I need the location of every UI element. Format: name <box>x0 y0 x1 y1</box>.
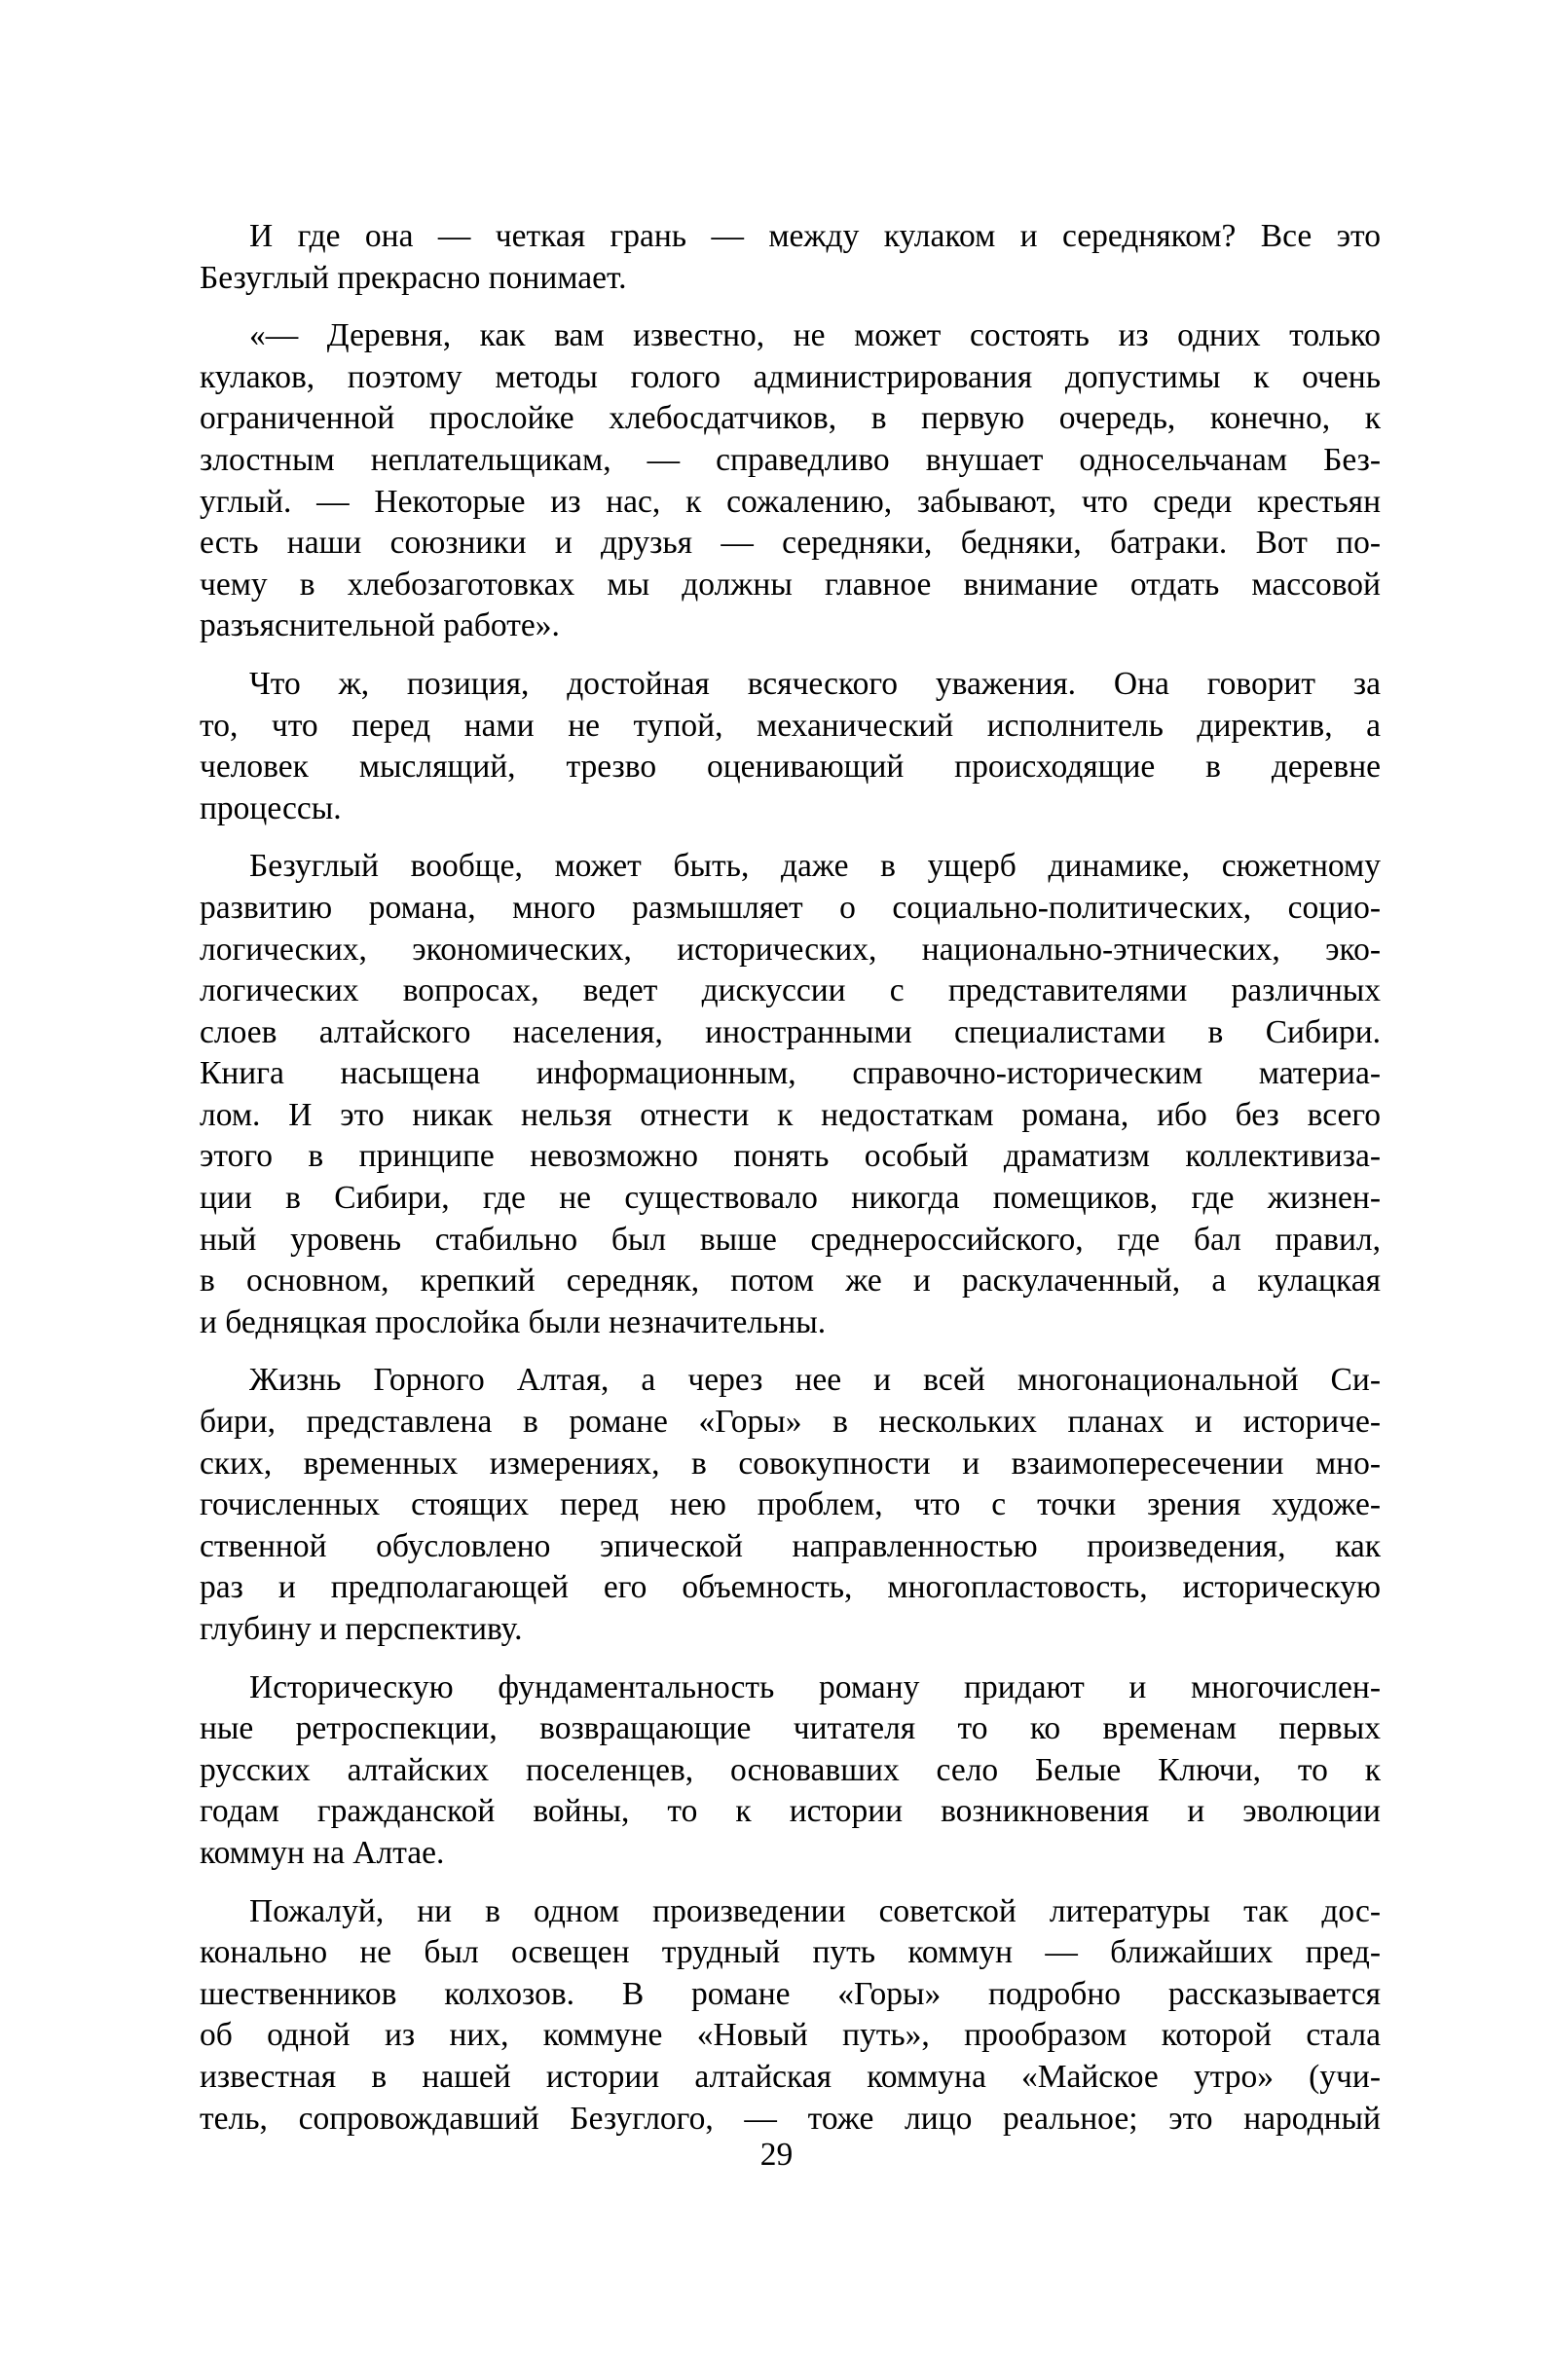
text-line: логических вопросах, ведет дискуссии с представителями различных <box>200 972 1381 1009</box>
paragraph-1 <box>200 216 1381 299</box>
text-line: коммун на Алтае. <box>200 1834 445 1871</box>
text-line: ских, временных измерениях, в совокупности и взаимопересечении мно- <box>200 1445 1381 1482</box>
text-line: ограниченной прослойке хлебосдатчиков, в первую очередь, конечно, к <box>200 400 1381 437</box>
text-line: чему в хлебозаготовках мы должны главное внимание отдать массовой <box>200 566 1381 603</box>
text-line: Безуглый прекрасно понимает. <box>200 259 627 296</box>
text-line: в основном, крепкий середняк, потом же и раскулаченный, а кулацкая <box>200 1263 1381 1300</box>
page-number: 29 <box>759 2137 794 2173</box>
text-line: Жизнь Горного Алтая, а через нее и всей многонациональной Си- <box>249 1362 1381 1399</box>
paragraph-2 <box>200 315 1381 647</box>
paragraph-6 <box>200 1667 1381 1875</box>
text-line: Историческую фундаментальность роману придают и многочислен- <box>249 1668 1381 1705</box>
text-line: годам гражданской войны, то к истории возникновения и эволюции <box>200 1793 1381 1830</box>
text-line: и бедняцкая прослойка были незначительны. <box>200 1303 827 1340</box>
text-line: шественников колхозов. В романе «Горы» подробно рассказывается <box>200 1975 1381 2012</box>
text-line: углый. — Некоторые из нас, к сожалению, забывают, что среди крестьян <box>200 483 1381 520</box>
text-line: «— Деревня, как вам известно, не может состоять из одних только <box>249 317 1381 354</box>
text-line: Безуглый вообще, может быть, даже в ущерб динамике, сюжетному <box>249 848 1381 885</box>
body-text <box>200 216 1381 2156</box>
text-line: тель, сопровождавший Безуглого, — тоже лицо реальное; это народный <box>200 2100 1381 2137</box>
text-line: об одной из них, коммуне «Новый путь», прообразом которой стала <box>200 2017 1381 2054</box>
text-line: известная в нашей истории алтайская коммуна «Майское утро» (учи- <box>200 2058 1381 2095</box>
text-line: Что ж, позиция, достойная всяческого уважения. Она говорит за <box>249 665 1381 702</box>
text-line: ные ретроспекции, возвращающие читателя то ко временам первых <box>200 1710 1381 1747</box>
text-line: бири, представлена в романе «Горы» в нескольких планах и историче- <box>200 1404 1381 1441</box>
text-line: Книга насыщена информационным, справочно-историческим материа- <box>200 1055 1381 1092</box>
text-line: лом. И это никак нельзя отнести к недостаткам романа, ибо без всего <box>200 1096 1381 1133</box>
text-line: процессы. <box>200 789 342 826</box>
text-line: то, что перед нами не тупой, механический исполнитель директив, а <box>200 707 1381 744</box>
text-line: логических, экономических, исторических, национально-этнических, эко- <box>200 931 1381 968</box>
text-line: ственной обусловлено эпической направленностью произведения, как <box>200 1527 1381 1564</box>
text-line: русских алтайских поселенцев, основавших село Белые Ключи, то к <box>200 1751 1381 1788</box>
paragraph-4 <box>200 846 1381 1343</box>
text-line: развитию романа, много размышляет о социально-политических, социо- <box>200 889 1381 926</box>
paragraph-5 <box>200 1360 1381 1650</box>
text-line: этого в принципе невозможно понять особый драматизм коллективиза- <box>200 1138 1381 1175</box>
text-line: гочисленных стоящих перед нею проблем, что с точки зрения художе- <box>200 1486 1381 1523</box>
text-line: слоев алтайского населения, иностранными специалистами в Сибири. <box>200 1013 1381 1050</box>
text-line: кулаков, поэтому методы голого администрирования допустимы к очень <box>200 358 1381 395</box>
text-line: есть наши союзники и друзья — середняки, бедняки, батраки. Вот по- <box>200 525 1381 562</box>
text-line: человек мыслящий, трезво оценивающий происходящие в деревне <box>200 749 1381 786</box>
paragraph-7 <box>200 1891 1381 2141</box>
paragraph-3 <box>200 664 1381 829</box>
text-line: глубину и перспективу. <box>200 1611 523 1647</box>
text-line: разъяснительной работе». <box>200 607 560 644</box>
text-line: Пожалуй, ни в одном произведении советской литературы так дос- <box>249 1892 1381 1929</box>
text-line: И где она — четкая грань — между кулаком и середняком? Все это <box>249 218 1381 254</box>
text-line: раз и предполагающей его объемность, многопластовость, историческую <box>200 1569 1381 1606</box>
text-line: злостным неплательщикам, — справедливо внушает односельчанам Без- <box>200 441 1381 478</box>
text-line: конально не был освещен трудный путь коммун — ближайших пред- <box>200 1934 1381 1971</box>
text-line: ции в Сибири, где не существовало никогда помещиков, где жизнен- <box>200 1180 1381 1217</box>
text-line: ный уровень стабильно был выше среднероссийского, где бал правил, <box>200 1221 1381 1258</box>
